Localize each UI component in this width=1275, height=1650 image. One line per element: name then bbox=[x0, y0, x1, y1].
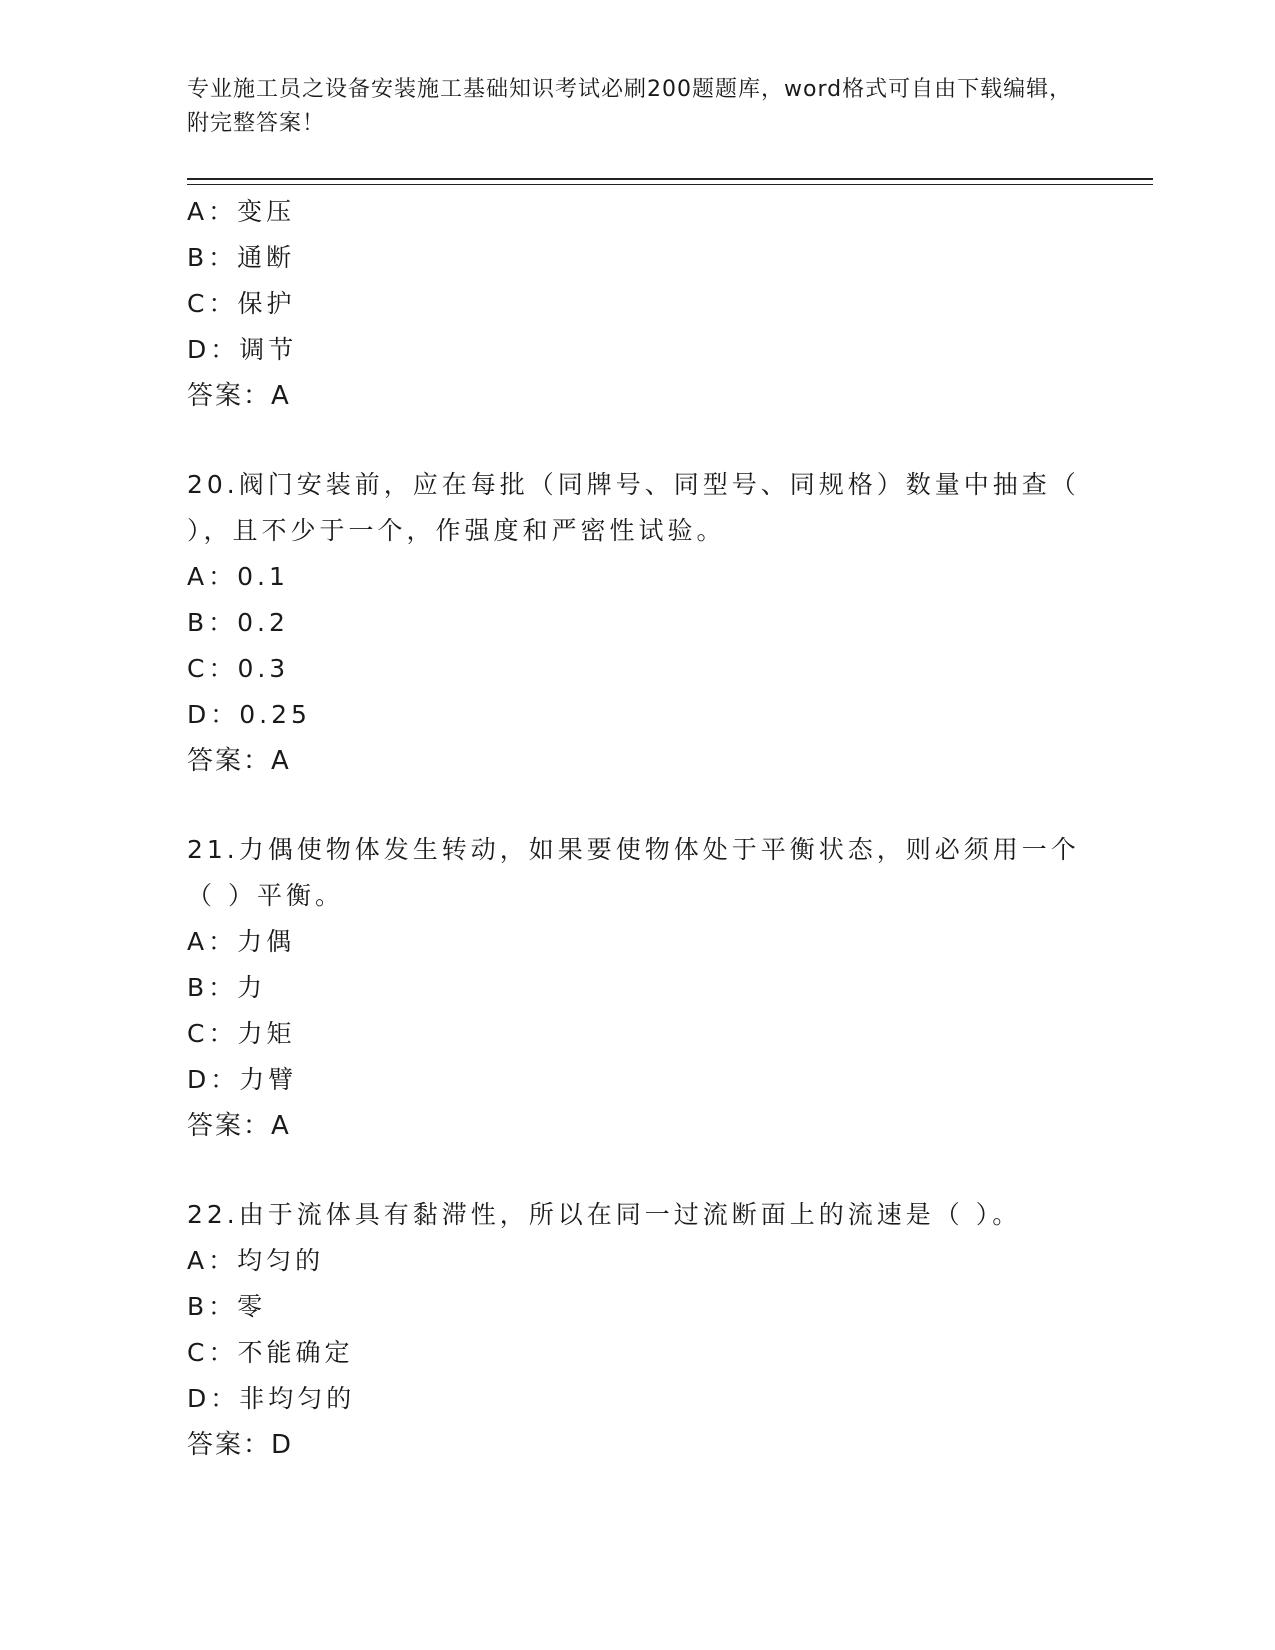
option-c: C：力矩 bbox=[187, 1019, 296, 1048]
option-d: D：非均匀的 bbox=[187, 1384, 356, 1413]
option-a: A：0.1 bbox=[187, 562, 289, 591]
question-stem-line: 22.由于流体具有黏滞性，所以在同一过流断面上的流速是（ ）。 bbox=[187, 1200, 1022, 1229]
option-d: D：力臂 bbox=[187, 1065, 298, 1094]
option-b: B：0.2 bbox=[187, 608, 289, 637]
header-divider-thick bbox=[187, 178, 1153, 180]
option-d: D：0.25 bbox=[187, 700, 311, 729]
question-block-20 bbox=[187, 462, 1087, 784]
option-d: D：调节 bbox=[187, 335, 298, 364]
question-spacer bbox=[187, 1149, 1087, 1192]
header-divider-thin bbox=[187, 184, 1153, 185]
option-b: B：零 bbox=[187, 1292, 267, 1321]
question-list bbox=[187, 189, 1087, 1468]
answer-line: 答案：A bbox=[187, 381, 291, 411]
option-a: A：力偶 bbox=[187, 927, 296, 956]
question-stem-line: （ ）平衡。 bbox=[187, 881, 344, 910]
option-c: C：保护 bbox=[187, 289, 296, 318]
question-block-21 bbox=[187, 827, 1087, 1149]
answer-line: 答案：A bbox=[187, 746, 291, 776]
question-spacer bbox=[187, 784, 1087, 827]
option-c: C：0.3 bbox=[187, 654, 290, 683]
option-c: C：不能确定 bbox=[187, 1338, 354, 1367]
option-b: B：通断 bbox=[187, 243, 296, 272]
answer-line: 答案：A bbox=[187, 1111, 291, 1141]
question-stem-line: 21.力偶使物体发生转动，如果要使物体处于平衡状态，则必须用一个 bbox=[187, 835, 1080, 864]
option-a: A：变压 bbox=[187, 197, 296, 226]
question-spacer bbox=[187, 419, 1087, 462]
question-block-19 bbox=[187, 189, 1087, 419]
document-header-title: 专业施工员之设备安装施工基础知识考试必刷200题题库，word格式可自由下载编辑，附完整答案！ bbox=[187, 77, 1073, 136]
answer-line: 答案：D bbox=[187, 1430, 294, 1460]
question-stem-line: 20.阀门安装前，应在每批（同牌号、同型号、同规格）数量中抽查（ bbox=[187, 470, 1080, 499]
question-block-22 bbox=[187, 1192, 1087, 1468]
question-stem-line: ），且不少于一个，作强度和严密性试验。 bbox=[187, 516, 726, 545]
option-b: B：力 bbox=[187, 973, 267, 1002]
option-a: A：均匀的 bbox=[187, 1246, 325, 1275]
